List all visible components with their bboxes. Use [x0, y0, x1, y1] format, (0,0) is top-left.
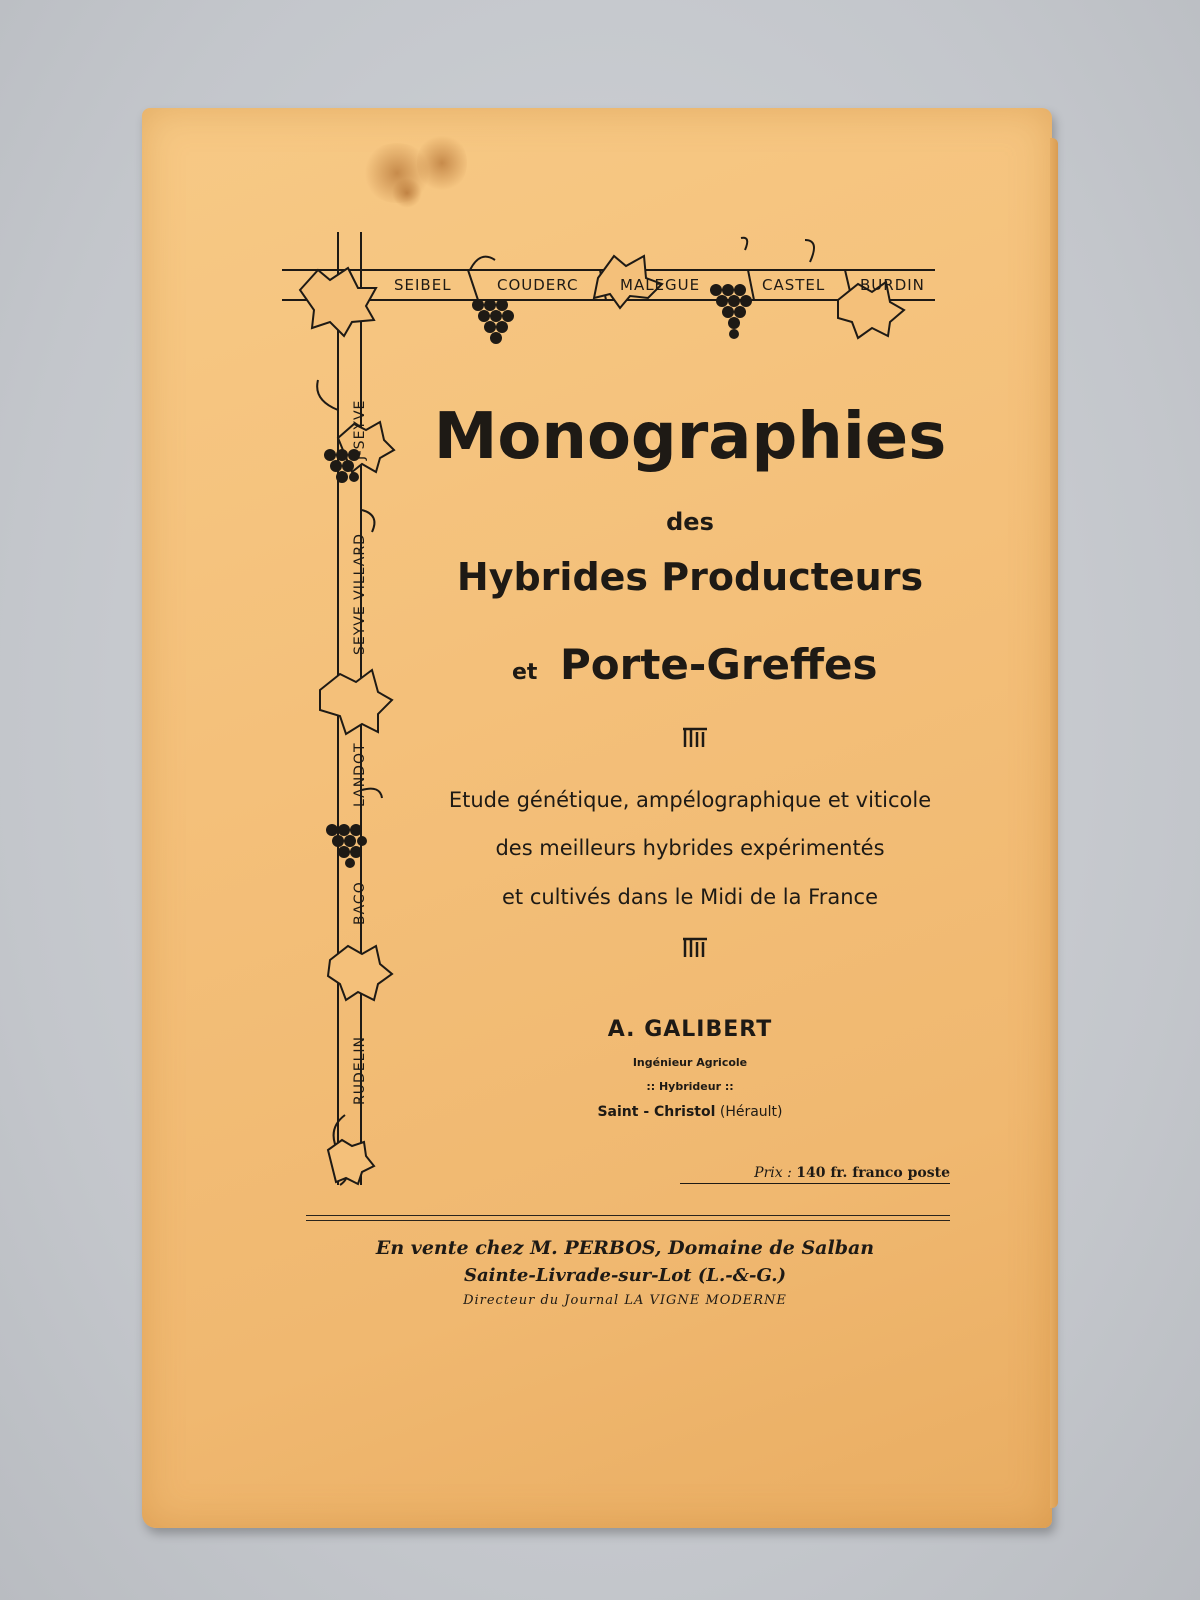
frame-name-top: BURDIN — [860, 276, 925, 294]
author-location — [540, 1104, 840, 1120]
divider-rule — [306, 1220, 950, 1221]
subtitle-connector: et — [512, 660, 538, 685]
price-label: Prix : — [754, 1165, 792, 1181]
price-line — [680, 1165, 950, 1184]
frame-name-side: RUDELIN — [352, 1035, 368, 1105]
author-name: A. GALIBERT — [607, 1017, 773, 1042]
subtitle-line-2: Porte-Greffes — [560, 640, 878, 689]
frame-top-names — [382, 276, 942, 306]
frame-name-side: SEYVE VILLARD — [352, 533, 368, 655]
frame-name-side: J-SEYVE — [352, 399, 368, 460]
location-town: Saint - Christol — [597, 1104, 716, 1120]
location-region: (Hérault) — [719, 1104, 783, 1120]
ornament-icon — [682, 726, 708, 748]
sale-info-line: Sainte-Livrade-sur-Lot (L.-&-G.) — [464, 1265, 786, 1286]
book-title: Monographies — [433, 400, 947, 474]
title-connector: des — [666, 508, 714, 536]
description-line: et cultivés dans le Midi de la France — [501, 885, 879, 909]
divider-rule — [306, 1215, 950, 1216]
description-line: Etude génétique, ampélographique et viticole — [448, 788, 932, 812]
frame-name-top: COUDERC — [497, 276, 579, 294]
author-role: Ingénieur Agricole — [632, 1056, 748, 1069]
sale-info-line: Directeur du Journal LA VIGNE MODERNE — [463, 1293, 787, 1308]
ornament-icon — [682, 936, 708, 958]
sale-info-line: En vente chez M. PERBOS, Domaine de Salban — [375, 1237, 875, 1259]
frame-name-top: CASTEL — [762, 276, 826, 294]
description-line: des meilleurs hybrides expérimentés — [495, 836, 885, 860]
frame-name-top: MALEGUE — [620, 276, 701, 294]
subtitle-line-1: Hybrides Producteurs — [456, 555, 924, 599]
frame-name-side: BACO — [352, 881, 368, 925]
frame-name-side: LANDOT — [352, 742, 368, 807]
price-value: 140 fr. franco poste — [796, 1165, 950, 1181]
frame-side-names — [352, 345, 374, 1125]
frame-name-top: SEIBEL — [394, 276, 452, 294]
author-role: :: Hybrideur :: — [646, 1080, 734, 1093]
